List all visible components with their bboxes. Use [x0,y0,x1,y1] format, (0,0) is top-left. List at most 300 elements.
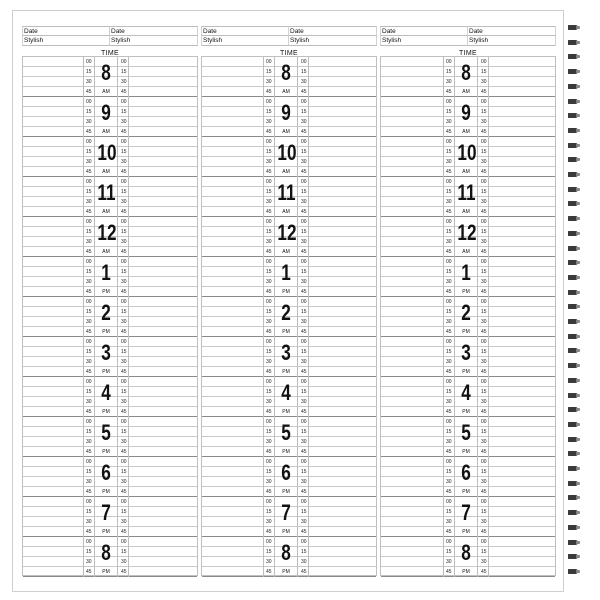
minute-label-left: 15 [86,69,92,75]
minute-label-left: 45 [446,489,452,495]
minute-label-left: 45 [86,529,92,535]
stylist-field-2[interactable]: Stylish [110,36,198,46]
hour-block [381,537,555,577]
minute-label-left: 45 [446,329,452,335]
minute-label-left: 45 [86,89,92,95]
spiral-ring-icon [568,406,584,414]
minute-label-right: 45 [481,89,487,95]
punch-hole-icon [576,232,580,235]
hour-block [23,257,197,297]
hour-block [381,137,555,177]
spiral-ring-icon [568,127,584,135]
minute-label-right: 15 [121,229,127,235]
time-strip-right [297,417,309,457]
meridiem-label: AM [462,209,470,215]
minute-label-right: 00 [301,99,307,105]
minute-label-right: 30 [121,519,127,525]
minute-label-right: 00 [481,299,487,305]
minute-label-left: 30 [446,159,452,165]
punch-hole-icon [576,129,580,132]
time-strip-left [443,297,455,337]
minute-label-left: 00 [266,499,272,505]
hour-block [23,297,197,337]
time-strip-right [477,417,489,457]
meridiem-label: AM [102,169,110,175]
time-strip-left [263,297,275,337]
minute-label-right: 00 [481,139,487,145]
minute-label-left: 00 [446,139,452,145]
date-field-1[interactable]: Date [201,26,289,36]
minute-label-right: 30 [481,279,487,285]
minute-label-left: 00 [86,219,92,225]
minute-label-left: 30 [266,439,272,445]
meridiem-label: AM [102,89,110,95]
hour-block [23,417,197,457]
minute-label-right: 30 [121,559,127,565]
minute-label-left: 15 [266,69,272,75]
minute-label-right: 15 [301,309,307,315]
meridiem-label: PM [462,489,470,495]
minute-label-left: 30 [266,279,272,285]
meridiem-label: AM [102,249,110,255]
time-strip-right [477,97,489,137]
minute-label-left: 00 [266,99,272,105]
minute-label-right: 15 [301,389,307,395]
minute-label-left: 00 [446,299,452,305]
minute-label-left: 30 [446,439,452,445]
minute-label-right: 45 [301,129,307,135]
hour-block [23,177,197,217]
time-strip-left [443,537,455,577]
minute-label-right: 30 [301,479,307,485]
minute-label-left: 15 [266,349,272,355]
minute-label-right: 30 [301,239,307,245]
minute-label-left: 30 [86,79,92,85]
punch-hole-icon [576,555,580,558]
minute-label-left: 45 [266,169,272,175]
meridiem-label: AM [462,129,470,135]
minute-label-right: 15 [301,69,307,75]
punch-hole-icon [576,423,580,426]
spiral-ring-icon [568,524,584,532]
appointment-column-2 [201,50,377,576]
minute-label-left: 00 [86,99,92,105]
hour-number: 5 [101,420,111,445]
spiral-ring-icon [568,494,584,502]
spiral-ring-icon [568,39,584,47]
minute-label-left: 30 [446,79,452,85]
minute-label-right: 45 [121,569,127,575]
date-field-2[interactable]: Date [110,26,198,36]
meridiem-label: PM [282,329,290,335]
minute-label-right: 45 [481,409,487,415]
hour-number: 12 [457,220,477,245]
minute-label-right: 30 [121,399,127,405]
hour-number: 4 [281,380,291,405]
punch-hole-icon [576,41,580,44]
minute-label-left: 00 [86,299,92,305]
minute-label-left: 00 [266,259,272,265]
minute-label-left: 45 [446,129,452,135]
hour-block [202,177,376,217]
minute-label-left: 15 [86,469,92,475]
time-strip-left [83,97,95,137]
minute-label-left: 00 [446,259,452,265]
minute-label-right: 45 [301,329,307,335]
time-strip-left [443,137,455,177]
meridiem-label: PM [462,369,470,375]
minute-label-left: 15 [266,149,272,155]
minute-label-right: 15 [301,109,307,115]
hour-block [202,377,376,417]
minute-label-right: 00 [121,379,127,385]
hour-number: 11 [457,180,476,205]
time-strip-right [297,537,309,577]
minute-label-right: 45 [481,449,487,455]
minute-label-right: 00 [301,459,307,465]
minute-label-right: 30 [121,119,127,125]
spiral-ring-icon [568,68,584,76]
date-field-2[interactable]: Date [289,26,377,36]
stylist-field-1[interactable]: Stylish [201,36,289,46]
hour-number: 9 [101,100,111,125]
minute-label-right: 15 [121,349,127,355]
punch-hole-icon [576,379,580,382]
spiral-ring-icon [568,186,584,194]
time-strip-right [117,337,129,377]
minute-label-left: 15 [446,349,452,355]
time-heading: TIME [101,50,119,57]
meridiem-label: PM [282,289,290,295]
meridiem-label: PM [102,329,110,335]
meridiem-label: PM [102,449,110,455]
hour-block [202,457,376,497]
time-strip-right [477,537,489,577]
minute-label-left: 15 [446,509,452,515]
date-field-1[interactable]: Date [380,26,468,36]
minute-label-right: 15 [481,109,487,115]
minute-label-right: 45 [301,449,307,455]
minute-label-left: 30 [86,559,92,565]
minute-label-left: 45 [446,209,452,215]
minute-label-left: 00 [266,539,272,545]
minute-label-right: 15 [481,269,487,275]
spiral-ring-icon [568,392,584,400]
hour-block [202,497,376,537]
time-strip-left [443,177,455,217]
minute-label-right: 00 [301,259,307,265]
stylist-field-2[interactable]: Stylish [468,36,556,46]
minute-label-right: 45 [481,129,487,135]
hour-number: 6 [281,460,291,485]
meridiem-label: PM [282,529,290,535]
minute-label-left: 15 [266,269,272,275]
minute-label-right: 45 [301,489,307,495]
stylist-field-2[interactable]: Stylish [289,36,377,46]
hour-block [202,137,376,177]
minute-label-left: 15 [86,389,92,395]
minute-label-right: 45 [121,369,127,375]
hour-number: 5 [461,420,471,445]
minute-label-left: 30 [266,159,272,165]
meridiem-label: PM [462,329,470,335]
hour-number: 10 [457,140,477,165]
punch-hole-icon [576,144,580,147]
hour-block [381,417,555,457]
minute-label-right: 15 [481,309,487,315]
meridiem-label: AM [282,169,290,175]
spiral-ring-icon [568,553,584,561]
time-strip-right [297,337,309,377]
minute-label-left: 15 [266,509,272,515]
spiral-ring-icon [568,259,584,267]
minute-label-left: 00 [266,379,272,385]
minute-label-left: 45 [266,289,272,295]
meridiem-label: PM [282,409,290,415]
minute-label-right: 30 [121,79,127,85]
minute-label-left: 45 [266,449,272,455]
minute-label-right: 15 [121,509,127,515]
minute-label-right: 30 [481,399,487,405]
punch-hole-icon [576,100,580,103]
minute-label-right: 30 [301,439,307,445]
spiral-ring-icon [568,200,584,208]
minute-label-left: 15 [86,269,92,275]
time-strip-left [263,57,275,97]
time-strip-left [443,457,455,497]
time-strip-left [443,97,455,137]
minute-label-right: 45 [121,209,127,215]
spiral-ring-icon [568,568,584,576]
minute-label-left: 45 [86,489,92,495]
minute-label-right: 00 [121,139,127,145]
meridiem-label: PM [462,529,470,535]
time-strip-left [443,377,455,417]
meridiem-label: AM [462,249,470,255]
minute-label-right: 30 [481,359,487,365]
minute-label-left: 00 [266,219,272,225]
minute-label-right: 30 [301,199,307,205]
time-strip-right [297,257,309,297]
date-field-1[interactable]: Date [22,26,110,36]
minute-label-right: 15 [481,549,487,555]
minute-label-right: 45 [121,489,127,495]
minute-label-right: 15 [301,189,307,195]
time-strip-right [117,457,129,497]
minute-label-right: 00 [301,379,307,385]
minute-label-right: 45 [301,209,307,215]
meridiem-label: AM [282,209,290,215]
minute-label-right: 30 [481,439,487,445]
minute-label-right: 45 [121,329,127,335]
minute-label-left: 00 [86,499,92,505]
minute-label-right: 15 [481,349,487,355]
meridiem-label: AM [282,249,290,255]
hour-block [23,97,197,137]
spiral-ring-icon [568,480,584,488]
punch-hole-icon [576,320,580,323]
minute-label-right: 15 [481,229,487,235]
time-strip-right [297,457,309,497]
hour-number: 9 [281,100,291,125]
spiral-ring-icon [568,289,584,297]
punch-hole-icon [576,188,580,191]
day-header-1 [22,26,198,46]
minute-label-left: 00 [266,299,272,305]
minute-label-left: 15 [446,389,452,395]
minute-label-right: 30 [301,159,307,165]
minute-label-right: 15 [481,389,487,395]
time-strip-left [263,177,275,217]
minute-label-right: 45 [481,489,487,495]
time-strip-right [477,137,489,177]
date-field-2[interactable]: Date [468,26,556,36]
minute-label-left: 45 [446,409,452,415]
minute-label-right: 00 [121,179,127,185]
minute-label-left: 00 [266,419,272,425]
meridiem-label: PM [462,409,470,415]
time-strip-right [477,297,489,337]
hour-number: 1 [281,260,291,285]
spiral-ring-icon [568,450,584,458]
minute-label-left: 00 [446,339,452,345]
minute-label-left: 45 [86,209,92,215]
minute-label-left: 45 [446,449,452,455]
time-strip-left [83,297,95,337]
minute-label-right: 30 [121,239,127,245]
time-heading: TIME [459,50,477,57]
time-grid [201,56,377,576]
punch-hole-icon [576,305,580,308]
minute-label-left: 30 [266,479,272,485]
meridiem-label: AM [462,169,470,175]
minute-label-left: 15 [446,429,452,435]
time-strip-left [263,377,275,417]
minute-label-left: 00 [86,419,92,425]
spiral-ring-icon [568,53,584,61]
punch-hole-icon [576,158,580,161]
minute-label-left: 30 [266,199,272,205]
time-grid [380,56,556,576]
time-heading: TIME [280,50,298,57]
punch-hole-icon [576,526,580,529]
hour-block [23,537,197,577]
punch-hole-icon [576,511,580,514]
minute-label-left: 30 [446,559,452,565]
stylist-field-1[interactable]: Stylish [380,36,468,46]
minute-label-left: 45 [446,289,452,295]
stylist-field-1[interactable]: Stylish [22,36,110,46]
time-strip-left [83,497,95,537]
minute-label-right: 15 [301,349,307,355]
minute-label-right: 45 [481,289,487,295]
hour-block [381,377,555,417]
minute-label-right: 45 [121,289,127,295]
minute-label-right: 30 [481,199,487,205]
minute-label-right: 00 [301,339,307,345]
minute-label-right: 00 [301,179,307,185]
minute-label-right: 45 [121,249,127,255]
spiral-ring-icon [568,347,584,355]
spiral-ring-icon [568,539,584,547]
minute-label-right: 30 [301,119,307,125]
time-strip-left [83,537,95,577]
spiral-ring-icon [568,230,584,238]
punch-hole-icon [576,85,580,88]
time-strip-right [297,497,309,537]
meridiem-label: PM [282,569,290,575]
minute-label-left: 30 [446,359,452,365]
punch-hole-icon [576,261,580,264]
hour-number: 4 [461,380,471,405]
minute-label-right: 45 [121,89,127,95]
minute-label-left: 45 [266,369,272,375]
meridiem-label: PM [102,409,110,415]
punch-hole-icon [576,202,580,205]
hour-number: 7 [461,500,471,525]
minute-label-left: 15 [446,189,452,195]
minute-label-right: 30 [301,279,307,285]
time-strip-left [263,497,275,537]
minute-label-right: 45 [121,409,127,415]
meridiem-label: PM [462,289,470,295]
hour-block [202,217,376,257]
minute-label-right: 15 [301,469,307,475]
minute-label-left: 45 [86,289,92,295]
hour-number: 2 [461,300,471,325]
minute-label-left: 45 [266,209,272,215]
spiral-ring-icon [568,245,584,253]
minute-label-left: 30 [266,319,272,325]
minute-label-left: 15 [86,549,92,555]
minute-label-left: 00 [446,59,452,65]
hour-block [381,217,555,257]
minute-label-right: 45 [481,249,487,255]
punch-hole-icon [576,394,580,397]
minute-label-left: 45 [266,569,272,575]
meridiem-label: PM [282,369,290,375]
minute-label-right: 00 [481,419,487,425]
punch-hole-icon [576,364,580,367]
minute-label-left: 15 [266,469,272,475]
hour-block [202,57,376,97]
minute-label-left: 30 [86,319,92,325]
minute-label-left: 45 [266,489,272,495]
spiral-ring-icon [568,303,584,311]
time-strip-left [263,457,275,497]
time-strip-left [263,137,275,177]
minute-label-left: 30 [86,439,92,445]
minute-label-right: 15 [481,149,487,155]
time-strip-right [117,177,129,217]
hour-block [23,457,197,497]
minute-label-right: 15 [301,269,307,275]
minute-label-right: 15 [121,69,127,75]
minute-label-right: 00 [121,539,127,545]
minute-label-left: 00 [446,419,452,425]
minute-label-right: 45 [481,369,487,375]
minute-label-right: 00 [481,379,487,385]
minute-label-left: 30 [446,479,452,485]
minute-label-right: 15 [481,189,487,195]
time-strip-right [297,377,309,417]
hour-block [202,537,376,577]
minute-label-left: 15 [266,309,272,315]
minute-label-right: 30 [121,479,127,485]
minute-label-left: 15 [86,429,92,435]
minute-label-left: 00 [446,179,452,185]
minute-label-right: 00 [301,419,307,425]
